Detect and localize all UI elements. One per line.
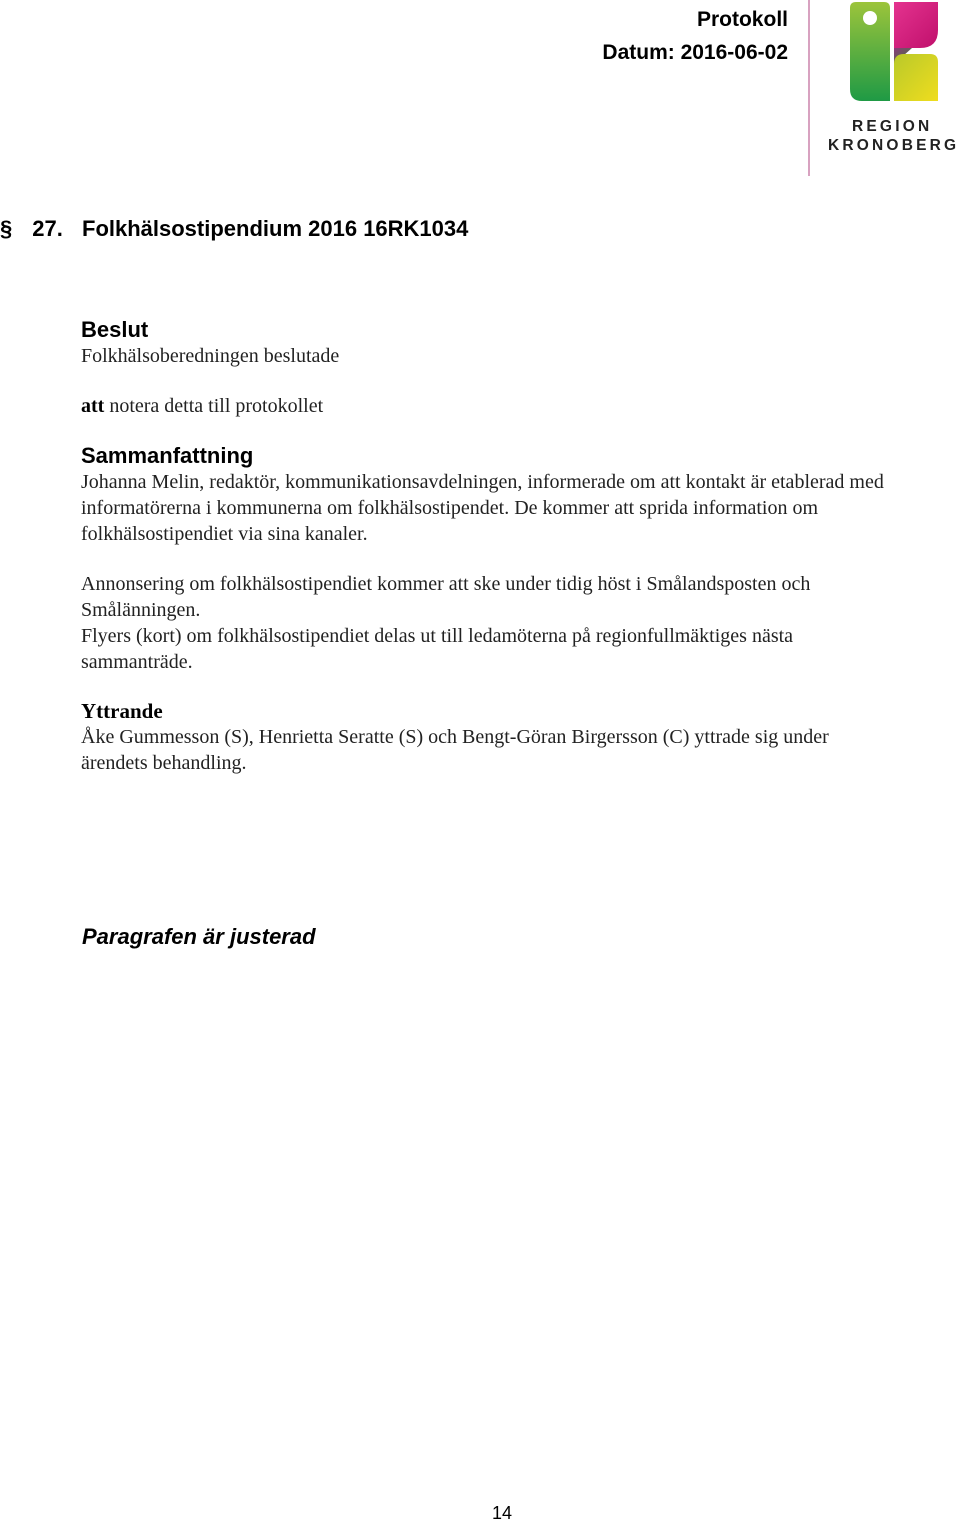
sammanfattning-para3: Flyers (kort) om folkhälsostipendiet delas ut till ledamöterna på regionfullmäktiges nästa sammanträde. bbox=[81, 625, 794, 673]
yttrande-heading: Yttrande bbox=[81, 699, 163, 723]
att-word: att bbox=[81, 395, 105, 417]
section-heading bbox=[0, 216, 469, 242]
document-type-title: Protokoll bbox=[696, 8, 788, 31]
yttrande-text: Åke Gummesson (S), Henrietta Seratte (S) och Bengt-Göran Birgersson (C) yttrade sig under ärendets behandling. bbox=[81, 726, 829, 774]
section-title: Folkhälsostipendium 2016 16RK1034 bbox=[82, 216, 469, 241]
header-divider bbox=[808, 0, 810, 176]
beslut-heading: Beslut bbox=[81, 317, 149, 342]
beslut-decision bbox=[81, 393, 891, 419]
decision-text: notera detta till protokollet bbox=[109, 395, 324, 417]
sammanfattning-para1: Johanna Melin, redaktör, kommunikationsavdelningen, informerade om att kontakt är etablerad med informatörerna i kommunerna om folkhälsostipendet. De kommer att sprida information om folkhälsostipendiet via sina kanaler. bbox=[81, 471, 884, 545]
document-date: Datum: 2016-06-02 bbox=[602, 41, 788, 64]
section-symbol: § bbox=[0, 216, 13, 241]
region-kronoberg-logo-icon bbox=[846, 0, 942, 104]
beslut-intro: Folkhälsoberedningen beslutade bbox=[81, 345, 340, 367]
sammanfattning-para2: Annonsering om folkhälsostipendiet kommer att ske under tidig höst i Smålandsposten och Smålänningen. bbox=[81, 573, 811, 621]
page-number: 14 bbox=[491, 1503, 513, 1523]
section-number: 27. bbox=[32, 216, 63, 241]
logo-text-region: REGION bbox=[852, 118, 933, 135]
logo-text-kronoberg: KRONOBERG bbox=[828, 137, 960, 154]
paragraph-adjusted-note: Paragrafen är justerad bbox=[82, 924, 316, 949]
sammanfattning-heading: Sammanfattning bbox=[81, 443, 254, 468]
